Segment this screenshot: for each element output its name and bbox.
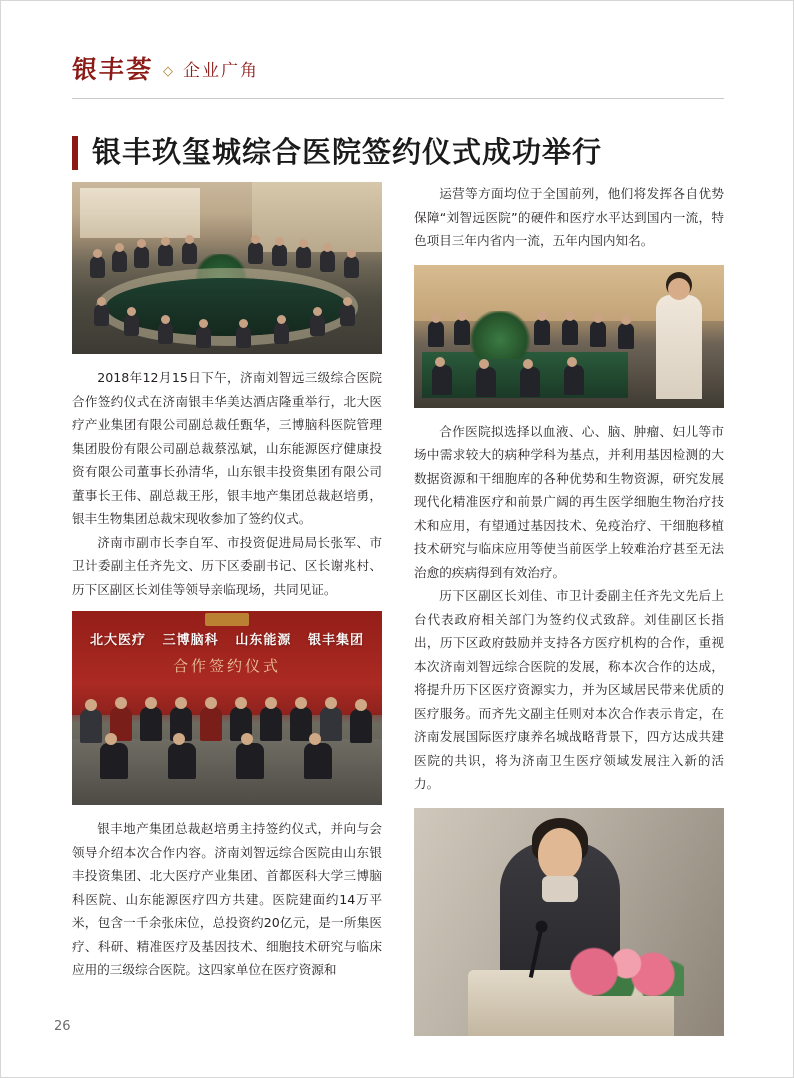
right-paragraph-3: 历下区副区长刘佳、市卫计委副主任齐先文先后上台代表政府相关部门为签约仪式致辞。刘佳副区长指出，历下区政府鼓励并支持各方医疗机构的合作，重视本次济南刘智远综合医院的发展，称本次合作的达成，将提升历下区医疗资源实力，并为区域居民带来优质的医疗服务。而齐先文副主任则对本次合作表示肯定，在济南发展国际医疗康养名城战略背景下，四方达成共建医院的共识，将为济南卫生医疗领域发展注入新的活力。 — [414, 588, 724, 791]
photo-detail — [542, 876, 578, 902]
banner-subtitle: 合作签约仪式 — [172, 657, 281, 675]
photo-detail — [656, 295, 702, 399]
masthead-separator-icon: ◇ — [163, 64, 174, 79]
right-column — [414, 182, 724, 1036]
headline-text: 银丰玖玺城综合医院签约仪式成功举行 — [92, 135, 603, 170]
photo-roundtable-meeting — [72, 182, 382, 354]
photo-panel-discussion — [414, 265, 724, 408]
banner-logo-3: 山东能源 — [235, 633, 292, 648]
left-paragraph-1: 2018年12月15日下午，济南刘智远三级综合医院合作签约仪式在济南银丰华美达酒店隆重举行，北大医疗产业集团有限公司副总裁任甄华，三博脑科医院管理集团股份有限公司副总裁蔡泓斌，山东能源医疗健康投资有限公司董事长孙清华，山东银丰投资集团有限公司董事长王伟、副总裁王彤，银丰地产集团总裁赵培勇，银丰生物集团总裁宋现收参加了签约仪式。 — [72, 370, 382, 526]
masthead-divider — [72, 98, 724, 99]
left-paragraph-3: 银丰地产集团总裁赵培勇主持签约仪式，并向与会领导介绍本次合作内容。济南刘智远综合医院由山东银丰投资集团、北大医疗产业集团、首都医科大学三博脑科医院、山东能源医疗四方共建。医院建面约14万平米，包含一千余张床位，总投资约20亿元，是一所集医疗、科研、精准医疗及基因技术、细胞技术研究与临床应用的三级综合医院。这四家单位在医疗资源和 — [72, 821, 382, 977]
headline-accent-bar — [72, 136, 78, 170]
right-paragraph-2: 合作医院拟选择以血液、心、脑、肿瘤、妇儿等市场中需求较大的病种学科为基点，并利用基因检测的大数据资源和干细胞库的各种优势和生物资源，研究发展现代化精准医疗和前景广阔的再生医学细胞生物治疗技术和应用，有望通过基因技术、免疫治疗、干细胞移植技术研究与临床应用等使当前医学上较难治疗甚至无法治愈的疾病得到有效治疗。 — [414, 423, 724, 580]
photo-detail — [538, 828, 582, 880]
photo-detail — [72, 611, 382, 805]
right-paragraph-1: 运营等方面均位于全国前列，他们将发挥各自优势保障“刘智远医院”的硬件和医疗水平达到国内一流，特色项目三年内省内一流，五年内国内知名。 — [414, 186, 724, 248]
photo-podium-speaker — [414, 808, 724, 1036]
banner-logo-2: 三博脑科 — [162, 633, 219, 648]
photo-signing-ceremony — [72, 611, 382, 805]
masthead — [72, 56, 259, 82]
page-title — [72, 118, 732, 189]
banner-logo-1: 北大医疗 — [90, 633, 147, 648]
left-column — [72, 182, 382, 982]
page-number: 26 — [54, 1019, 71, 1034]
masthead-logo: 银丰荟 — [70, 55, 155, 84]
photo-detail — [564, 942, 684, 996]
left-paragraph-2: 济南市副市长李自军、市投资促进局局长张军、市卫计委副主任齐先文、历下区委副书记、区长谢兆村、历下区副区长刘佳等领导亲临现场，共同见证。 — [72, 534, 382, 597]
masthead-section-label: 企业广角 — [183, 61, 260, 81]
banner-logo-4: 银丰集团 — [307, 633, 364, 648]
photo-detail — [72, 182, 382, 354]
